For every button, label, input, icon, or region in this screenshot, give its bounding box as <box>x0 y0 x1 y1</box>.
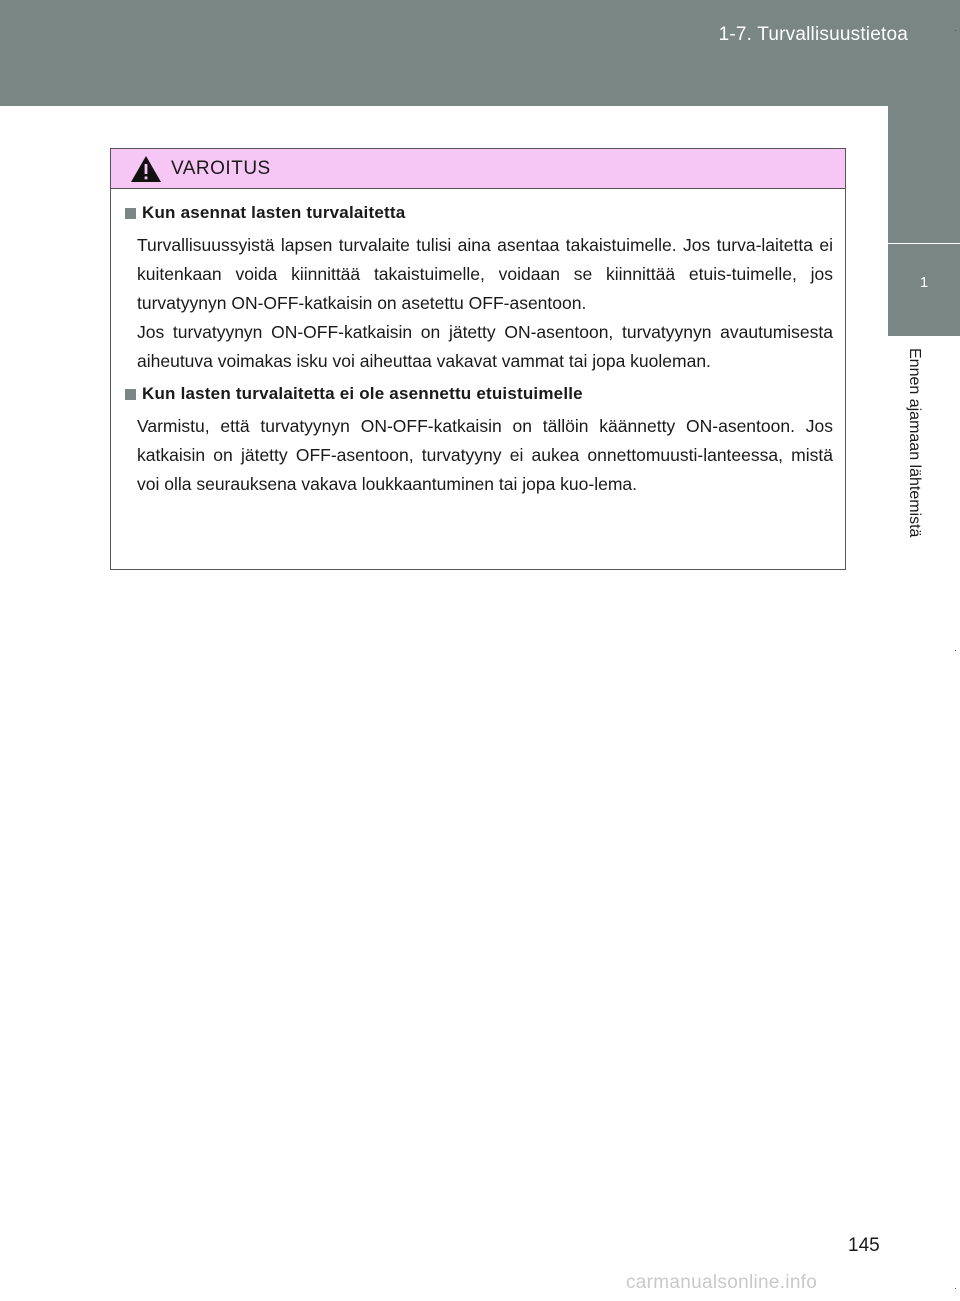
item-paragraph: Jos turvatyynyn ON-OFF-katkaisin on jätetty ON-asentoon, turvatyynyn avautumisesta aiheutuva voimakas isku voi aiheuttaa vakavat vammat tai jopa kuoleman. <box>137 322 833 371</box>
page-number: 145 <box>848 1235 880 1256</box>
item-heading <box>125 203 833 223</box>
header-bar <box>0 0 960 106</box>
crop-mark <box>955 650 956 651</box>
warning-triangle-icon <box>129 154 163 184</box>
crop-mark <box>955 1288 956 1289</box>
warning-header <box>111 149 845 189</box>
item-heading-text: Kun asennat lasten turvalaitetta <box>142 203 406 222</box>
square-bullet-icon <box>125 208 136 219</box>
side-tab-lower <box>888 336 960 1301</box>
item-paragraph: Turvallisuussyistä lapsen turvalaite tulisi aina asentaa takaistuimelle. Jos turva-laitetta ei kuitenkaan voida kiinnittää takaistuimelle, voidaan se kiinnittää etuis-tuimelle, jos turvatyynyn ON-OFF-katkaisin on asetettu OFF-asentoon. <box>137 235 833 313</box>
side-tab-upper <box>888 106 960 244</box>
warning-title: VAROITUS <box>171 157 271 179</box>
chapter-title: Ennen ajamaan lähtemistä <box>906 348 923 538</box>
warning-body <box>111 189 845 499</box>
section-title: 1-7. Turvallisuustietoa <box>718 24 908 45</box>
item-heading <box>125 384 833 404</box>
item-paragraph: Varmistu, että turvatyynyn ON-OFF-katkaisin on tällöin käännetty ON-asentoon. Jos katkaisin on jätetty OFF-asentoon, turvatyyny ei aukea onnettomuusti-lanteessa, mistä voi olla seurauksena vakava loukkaantuminen tai jopa kuo-lema. <box>137 416 833 494</box>
square-bullet-icon <box>125 389 136 400</box>
item-heading-text: Kun lasten turvalaitetta ei ole asennettu etuistuimelle <box>142 384 583 403</box>
chapter-number-tab[interactable] <box>888 244 960 336</box>
crop-mark <box>955 30 956 31</box>
chapter-number: 1 <box>919 274 929 291</box>
warning-box <box>110 148 846 570</box>
watermark: carmanualsonline.info <box>626 1272 818 1293</box>
